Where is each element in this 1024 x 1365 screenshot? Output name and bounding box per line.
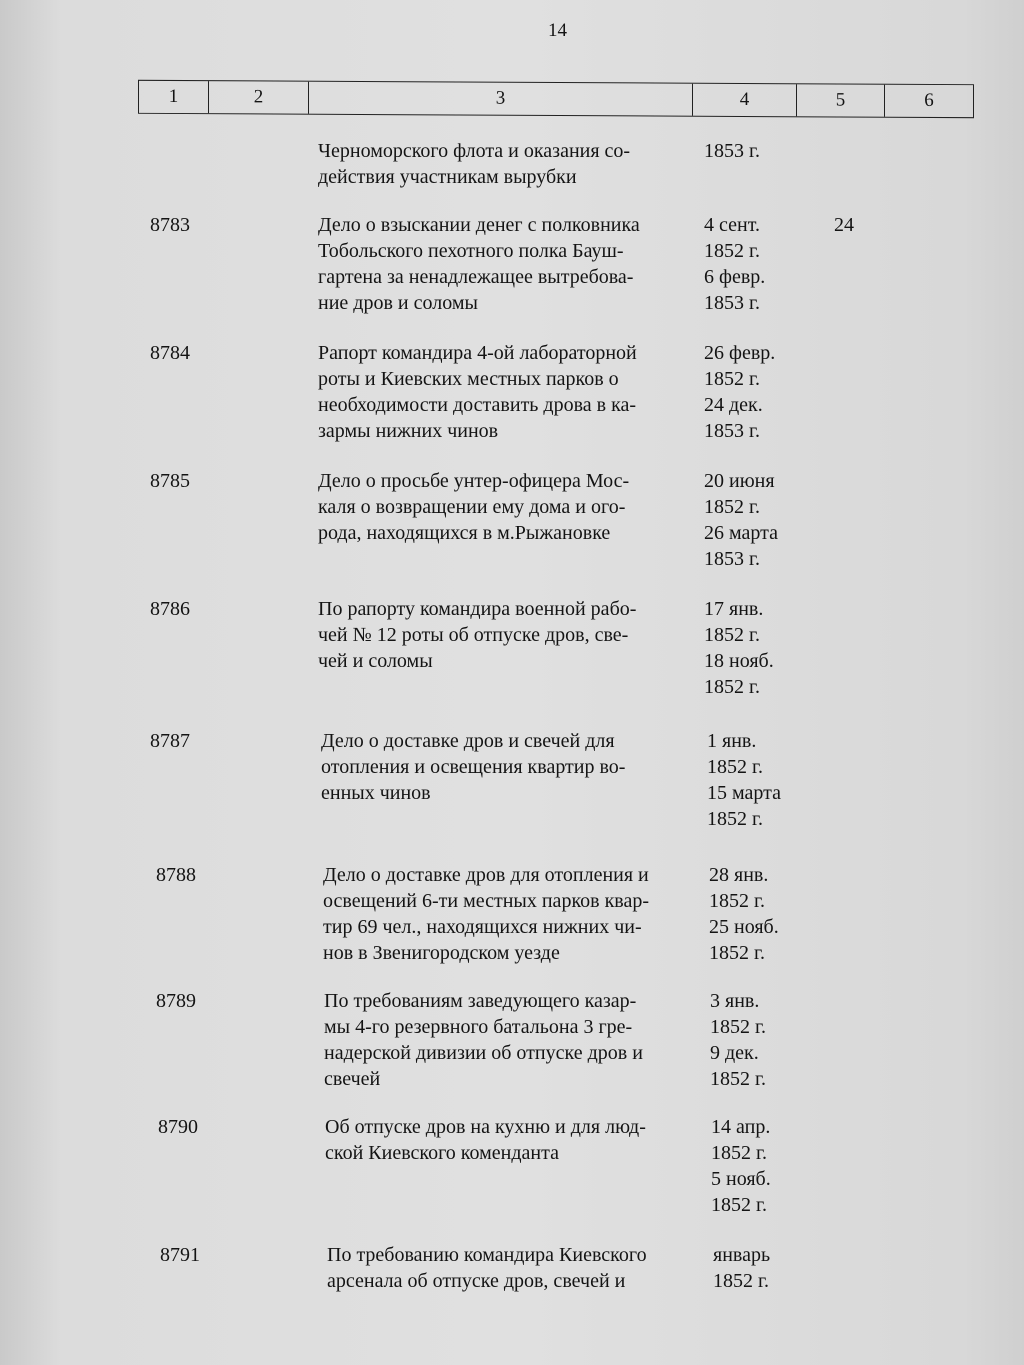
entry-number: 8784 (150, 342, 190, 364)
entry-title-line: свечей (324, 1068, 381, 1090)
entry-date-line: 1852 г. (704, 496, 760, 518)
entry-title-line: действия участникам вырубки (318, 166, 577, 188)
entry-date-line: 20 июня (704, 470, 775, 492)
entry-date-line: 1852 г. (704, 676, 760, 698)
entry-date-line: 4 сент. (704, 214, 760, 236)
entry-number: 8790 (158, 1116, 198, 1138)
entry-date-line: 1852 г. (704, 240, 760, 262)
entry-date-line: 1853 г. (704, 420, 760, 442)
entry-date-line: 26 февр. (704, 342, 776, 364)
entry-title-line: По требованию командира Киевского (327, 1244, 647, 1266)
column-header-3: 3 (309, 82, 693, 116)
entry-number: 8783 (150, 214, 190, 236)
entry-title (321, 728, 699, 806)
entry-date-line: 6 февр. (704, 266, 766, 288)
entry-date-line: 1852 г. (709, 942, 765, 964)
entry-title-line: арсенала об отпуске дров, свечей и (327, 1270, 626, 1292)
entry-date-line: 17 янв. (704, 598, 764, 620)
entry-title-line: чей и соломы (318, 650, 433, 672)
entry-dates (704, 468, 824, 572)
entry-date-line: 1853 г. (704, 140, 760, 162)
entry-title (318, 212, 696, 316)
entry-date-line: 5 нояб. (711, 1168, 771, 1190)
entry-title-line: ние дров и соломы (318, 292, 478, 314)
entry-title-line: Об отпуске дров на кухню и для люд- (325, 1116, 646, 1138)
entry-title (318, 138, 696, 190)
entry-title-line: По требованиям заведующего казар- (324, 990, 637, 1012)
entry-date-line: 3 янв. (710, 990, 760, 1012)
entry-title-line: По рапорту командира военной рабо- (318, 598, 637, 620)
entry-dates (704, 596, 824, 700)
entry-title (318, 468, 696, 546)
page-number: 14 (548, 20, 567, 41)
entry-title-line: Тобольского пехотного полка Бауш- (318, 240, 624, 262)
entry-date-line: 1852 г. (704, 624, 760, 646)
entry-dates (713, 1242, 833, 1294)
entry-date-line: 15 марта (707, 782, 781, 804)
entry-title-line: освещений 6-ти местных парков квар- (323, 890, 650, 912)
entry-date-line: 1852 г. (710, 1016, 766, 1038)
entry-title-line: гартена за ненадлежащее вытребова- (318, 266, 634, 288)
entry-dates (707, 728, 827, 832)
entry-date-line: 24 дек. (704, 394, 763, 416)
entry-title-line: отопления и освещения квартир во- (321, 756, 626, 778)
column-header-row (138, 80, 974, 118)
entry-date-line: 1853 г. (704, 548, 760, 570)
entry-title-line: рода, находящихся в м.Рыжановке (318, 522, 611, 544)
entry-number: 8789 (156, 990, 196, 1012)
entry-title-line: Дело о доставке дров для отопления и (323, 864, 649, 886)
entry-title (318, 596, 696, 674)
entry-title-line: нов в Звенигородском уезде (323, 942, 560, 964)
entry-title-line: Дело о доставке дров и свечей для (321, 730, 615, 752)
column-header-2: 2 (209, 81, 309, 114)
entry-title-line: роты и Киевских местных парков о (318, 368, 619, 390)
entry-date-line: 1852 г. (711, 1194, 767, 1216)
entry-number: 8785 (150, 470, 190, 492)
entry-title-line: мы 4-го резервного батальона 3 гре- (324, 1016, 633, 1038)
entry-title (327, 1242, 705, 1294)
entry-date-line: 1852 г. (707, 808, 763, 830)
entry-date-line: 1852 г. (709, 890, 765, 912)
entry-number: 8788 (156, 864, 196, 886)
entry-date-line: 1853 г. (704, 292, 760, 314)
entry-title-line: зармы нижних чинов (318, 420, 499, 442)
entry-date-line: 26 марта (704, 522, 778, 544)
entry-title-line: Черноморского флота и оказания со- (318, 140, 631, 162)
entry-date-line: январь (713, 1244, 771, 1266)
entry-date-line: 1852 г. (704, 368, 760, 390)
entry-title-line: надерской дивизии об отпуске дров и (324, 1042, 643, 1064)
entry-title-line: Дело о просьбе унтер-офицера Мос- (318, 470, 630, 492)
entry-title (324, 988, 702, 1092)
entry-dates (709, 862, 829, 966)
entry-title-line: Дело о взыскании денег с полковника (318, 214, 640, 236)
entry-title (318, 340, 696, 444)
entry-date-line: 1852 г. (707, 756, 763, 778)
entry-date-line: 14 апр. (711, 1116, 771, 1138)
entry-number: 8787 (150, 730, 190, 752)
entry-dates (704, 212, 824, 316)
entry-title-line: чей № 12 роты об отпуске дров, све- (318, 624, 629, 646)
entry-date-line: 25 нояб. (709, 916, 779, 938)
entry-date-line: 1 янв. (707, 730, 757, 752)
entry-title (323, 862, 701, 966)
column-header-5: 5 (797, 84, 885, 116)
entry-dates (704, 340, 824, 444)
entry-dates (711, 1114, 831, 1218)
entry-number: 8786 (150, 598, 190, 620)
entry-title-line: каля о возвращении ему дома и ого- (318, 496, 626, 518)
entry-title-line: тир 69 чел., находящихся нижних чи- (323, 916, 642, 938)
entry-title-line: необходимости доставить дрова в ка- (318, 394, 637, 416)
column-header-6: 6 (924, 89, 934, 111)
entry-number: 8791 (160, 1244, 200, 1266)
entry-title-line: Рапорт командира 4-ой лабораторной (318, 342, 637, 364)
entry-dates (710, 988, 830, 1092)
column-header-4: 4 (693, 84, 797, 117)
entry-date-line: 1852 г. (713, 1270, 769, 1292)
entry-title-line: ской Киевского коменданта (325, 1142, 559, 1164)
entry-date-line: 1852 г. (711, 1142, 767, 1164)
entry-date-line: 1852 г. (710, 1068, 766, 1090)
entry-title (325, 1114, 703, 1166)
entry-date-line: 9 дек. (710, 1042, 759, 1064)
entry-date-line: 28 янв. (709, 864, 769, 886)
entry-sheet-count: 24 (834, 214, 854, 236)
column-header-1: 1 (139, 81, 209, 113)
entry-dates (704, 138, 824, 164)
entry-title-line: енных чинов (321, 782, 431, 804)
entry-date-line: 18 нояб. (704, 650, 774, 672)
